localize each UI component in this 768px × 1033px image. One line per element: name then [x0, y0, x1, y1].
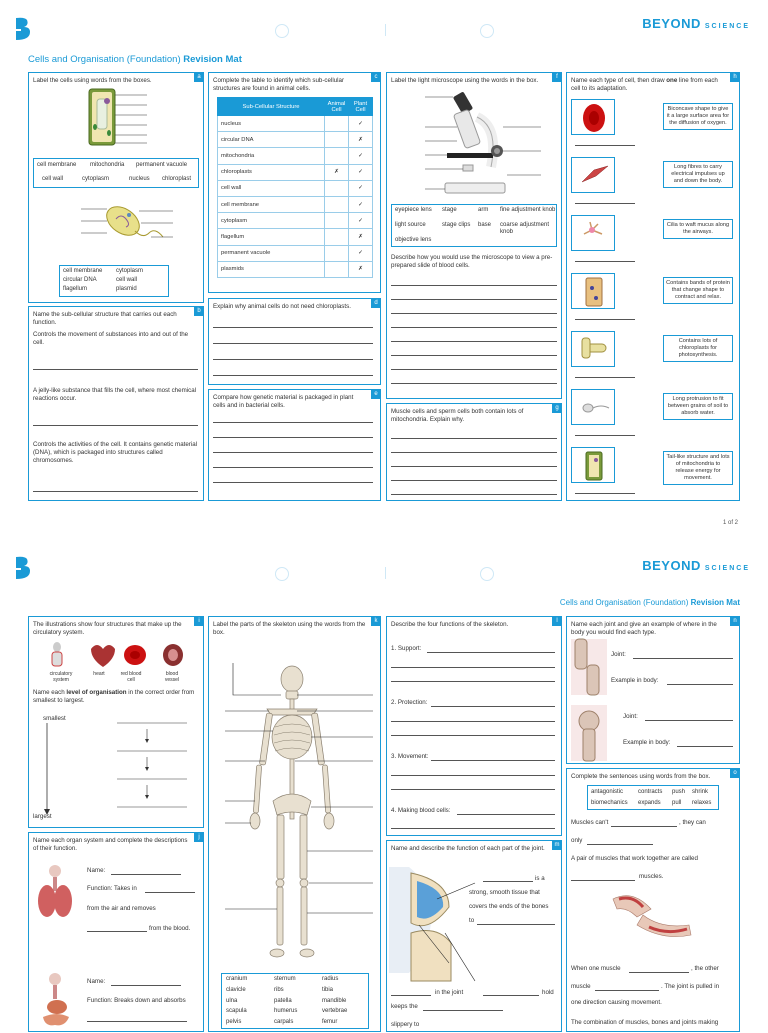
answer-line[interactable]	[575, 377, 635, 378]
word: base	[478, 222, 492, 228]
answer-line[interactable]	[145, 892, 195, 893]
word: stage clips	[442, 222, 471, 228]
panel-e-genetic-material	[208, 389, 381, 501]
answer-line[interactable]	[629, 972, 689, 973]
panel-h-adaptations	[566, 72, 740, 501]
word: fine adjustment knob	[500, 207, 556, 213]
word: antagonistic	[591, 789, 624, 795]
page-number: 1 of 2	[722, 520, 738, 526]
word: push	[672, 789, 686, 795]
question-text: Complete the sentences using words from the box.	[571, 773, 711, 780]
decorative-line	[385, 24, 386, 36]
word: clavicle	[226, 986, 246, 993]
bacterial-cell-diagram	[81, 195, 191, 255]
structure-cell: cytoplasm	[218, 213, 325, 229]
answer-line[interactable]	[213, 375, 373, 376]
answer-line[interactable]	[391, 355, 557, 356]
answer-line[interactable]	[483, 995, 539, 996]
sentence-text: When one muscle	[571, 965, 621, 972]
answer-line[interactable]	[213, 327, 373, 328]
sentence-text: Muscles can't	[571, 819, 609, 826]
question-text: Label the light microscope using the words in the box.	[391, 77, 539, 84]
answer-line[interactable]	[423, 1010, 503, 1011]
function-item: 4. Making blood cells:	[391, 807, 451, 814]
word: pull	[672, 800, 682, 806]
word: cell wall	[42, 176, 64, 182]
answer-line[interactable]	[587, 844, 653, 845]
answer-line[interactable]	[431, 706, 555, 707]
plant-cell-value: ✗	[349, 261, 373, 277]
word: stage	[442, 207, 457, 213]
illustration-label: circulatory system	[49, 671, 73, 683]
animal-cell-answer[interactable]	[325, 229, 349, 245]
word: ribs	[274, 986, 284, 993]
answer-line[interactable]	[391, 995, 431, 996]
structure-cell: nucleus	[218, 116, 325, 132]
answer-line[interactable]	[575, 493, 635, 494]
page-title: Cells and Organisation (Foundation) Revision Mat	[28, 54, 242, 65]
sentence-text: , they can	[679, 819, 706, 826]
word-box-bacterial-cell	[59, 265, 169, 297]
cell-image	[571, 157, 615, 193]
function-text: Function: Breaks down and absorbs	[87, 997, 186, 1004]
question-text: Describe how you would use the microscope to view a pre-prepared slide of blood cells.	[391, 254, 553, 269]
table-row	[218, 229, 373, 245]
answer-line[interactable]	[33, 425, 198, 426]
joint-text: in the joint	[435, 989, 464, 996]
word: pelvis	[226, 1019, 242, 1026]
word: coarse adjustment knob	[500, 222, 550, 235]
table-row	[218, 164, 373, 180]
structure-cell: flagellum	[218, 229, 325, 245]
illustration-label: blood vessel	[164, 671, 180, 683]
animal-cell-answer[interactable]	[325, 245, 349, 261]
question-text: Label the parts of the skeleton using the words from the box.	[213, 621, 366, 636]
answer-line[interactable]	[633, 658, 733, 659]
joint-label: Joint:	[611, 651, 626, 658]
word: flagellum	[63, 286, 88, 292]
plant-cell-value: ✗	[349, 229, 373, 245]
cell-image	[571, 389, 615, 425]
question-text: Explain why animal cells do not need chloroplasts.	[213, 303, 351, 310]
word: radius	[322, 976, 339, 982]
table-row	[218, 148, 373, 164]
word: humerus	[274, 1008, 298, 1015]
answer-line[interactable]	[391, 341, 557, 342]
answer-line[interactable]	[111, 985, 181, 986]
answer-line[interactable]	[571, 880, 635, 881]
answer-line[interactable]	[391, 494, 557, 495]
decorative-circle	[275, 24, 289, 38]
brand-name: BEYOND SCIENCE	[642, 558, 750, 573]
answer-line[interactable]	[391, 438, 557, 439]
panel-tag: e	[371, 389, 381, 399]
question-text: Label the cells using words from the boxes.	[33, 77, 152, 84]
word: mitochondria	[90, 162, 125, 168]
question-text: Name each level of organisation in the correct order from smallest to largest.	[33, 689, 195, 704]
panel-tag: l	[552, 616, 562, 626]
answer-line[interactable]	[477, 924, 555, 925]
panel-tag: b	[194, 306, 204, 316]
answer-line[interactable]	[213, 359, 373, 360]
panel-n-joints	[566, 616, 740, 764]
adaptation-box[interactable]: Contains bands of protein that change shape to contract and relax.	[663, 277, 733, 304]
circulatory-illustrations	[39, 641, 199, 671]
word: cranium	[226, 976, 248, 982]
table-header: Plant Cell	[349, 98, 373, 116]
word: permanent vacuole	[136, 162, 188, 168]
word: light source	[395, 222, 426, 228]
joint-text: to	[469, 917, 475, 924]
answer-line[interactable]	[213, 343, 373, 344]
word: sternum	[274, 976, 296, 982]
word: cell membrane	[63, 268, 103, 274]
adaptation-box[interactable]: Long protrusion to fit between grains of soil to absorb water.	[663, 393, 733, 420]
panel-c-table	[208, 72, 381, 293]
cell-image	[571, 215, 615, 251]
skeleton-diagram	[237, 661, 377, 961]
hinge-joint-illustration	[571, 639, 607, 695]
digestive-system-illustration	[33, 973, 79, 1033]
structure-cell: cell membrane	[218, 196, 325, 212]
word: plasmid	[116, 286, 137, 292]
panel-d-chloroplasts	[208, 298, 381, 385]
word: relaxes	[692, 800, 712, 806]
answer-line[interactable]	[391, 775, 555, 776]
cell-image	[571, 331, 615, 367]
question-text: Complete the table to identify which sub-cellular structures are found in animal cells.	[213, 77, 345, 92]
brand-name: BEYOND SCIENCE	[642, 16, 750, 31]
question-text: Muscle cells and sperm cells both contain lots of mitochondria. Explain why.	[391, 408, 524, 423]
table-row	[218, 180, 373, 196]
respiratory-system-illustration	[33, 865, 79, 925]
illustration-label: heart	[93, 671, 105, 677]
word: biomechanics	[591, 800, 628, 806]
word-box-microscope	[391, 204, 557, 247]
adaptation-box[interactable]: Cilia to waft mucus along the airways.	[663, 219, 733, 239]
word: objective lens	[395, 237, 432, 243]
answer-line[interactable]	[391, 480, 557, 481]
sentence-text: one direction causing movement.	[571, 999, 662, 1006]
plant-cell-value: ✗	[349, 132, 373, 148]
answer-line[interactable]	[213, 437, 373, 438]
joint-text: strong, smooth tissue that	[469, 889, 540, 896]
animal-cell-answer[interactable]: ✗	[325, 164, 349, 180]
illustration-label: red blood cell	[120, 671, 142, 683]
question-text: Name each joint and give an example of where in the body you would find each type.	[571, 621, 717, 636]
animal-cell-answer[interactable]	[325, 261, 349, 277]
word: shrink	[692, 789, 709, 795]
decorative-circle	[480, 567, 494, 581]
table-row	[218, 245, 373, 261]
function-text: from the air and removes	[87, 905, 156, 912]
table-header: Sub-Cellular Structure	[218, 98, 325, 116]
arm-muscles-illustration	[603, 889, 703, 949]
answer-line[interactable]	[391, 667, 555, 668]
answer-line[interactable]	[457, 814, 555, 815]
word: scapula	[226, 1008, 247, 1015]
panel-m-joint	[386, 840, 562, 1032]
adaptation-box[interactable]: Contains lots of chloroplasts for photosynthesis.	[663, 335, 733, 362]
function-text: Function: Takes in	[87, 885, 137, 892]
answer-line[interactable]	[213, 482, 373, 483]
answer-line[interactable]	[391, 828, 555, 829]
plant-cell-value: ✓	[349, 116, 373, 132]
cell-image	[571, 99, 615, 135]
word: cell membrane	[37, 162, 77, 168]
structure-cell: permanent vacuole	[218, 245, 325, 261]
answer-line[interactable]	[611, 826, 677, 827]
panel-o-muscles	[566, 768, 740, 1032]
sentence-text: . The joint is pulled in	[661, 983, 720, 990]
word: arm	[478, 207, 489, 213]
panel-tag: d	[371, 298, 381, 308]
word: patella	[274, 997, 292, 1004]
cell-image	[571, 447, 615, 483]
answer-line[interactable]	[427, 652, 555, 653]
word-box-skeleton	[221, 973, 369, 1029]
function-item: 2. Protection:	[391, 699, 428, 706]
joint-text: slippery to	[391, 1021, 420, 1028]
ball-socket-joint-illustration	[571, 705, 607, 761]
structure-cell: chloroplasts	[218, 164, 325, 180]
answer-line[interactable]	[575, 203, 635, 204]
panel-k-skeleton	[208, 616, 381, 1032]
word: vertebrae	[322, 1008, 348, 1015]
answer-line[interactable]	[391, 681, 555, 682]
sub-cellular-table	[217, 97, 373, 278]
smallest-label: smallest	[43, 715, 66, 722]
plant-cell-value: ✓	[349, 213, 373, 229]
sentence-text: The combination of muscles, bones and joints making	[571, 1019, 719, 1026]
word-box-muscles	[587, 785, 719, 810]
adaptation-box[interactable]: Biconcave shape to give it a large surface area for the diffusion of oxygen.	[663, 103, 733, 130]
word: carpals	[274, 1019, 294, 1026]
word: cell wall	[116, 277, 138, 283]
animal-cell-answer[interactable]	[325, 213, 349, 229]
adaptation-box[interactable]: Long fibres to carry electrical impulses up and down the body.	[663, 161, 733, 188]
structure-cell: mitochondria	[218, 148, 325, 164]
word-box-plant-cell	[33, 158, 199, 188]
answer-line[interactable]	[391, 789, 555, 790]
animal-cell-answer[interactable]	[325, 116, 349, 132]
largest-label: largest	[33, 813, 52, 820]
table-row	[218, 132, 373, 148]
panel-tag: n	[730, 616, 740, 626]
question-text: Name each type of cell, then draw one line from each cell to its adaptation.	[571, 77, 718, 92]
synovial-joint-diagram	[389, 863, 479, 981]
name-label: Name:	[87, 978, 106, 985]
answer-line[interactable]	[575, 261, 635, 262]
animal-cell-answer[interactable]	[325, 148, 349, 164]
panel-a-label-cells	[28, 72, 204, 303]
answer-line[interactable]	[595, 990, 659, 991]
sentence-text: , the other	[691, 965, 719, 972]
structure-cell: circular DNA	[218, 132, 325, 148]
answer-line[interactable]	[391, 383, 557, 384]
example-label: Example in body:	[611, 677, 659, 684]
joint-label: Joint:	[623, 713, 638, 720]
answer-line[interactable]	[213, 422, 373, 423]
word: chloroplast	[162, 176, 192, 182]
function-text: A jelly-like substance that fills the cell, where most chemical reactions occur.	[33, 387, 197, 402]
panel-tag: f	[552, 72, 562, 82]
question-text: Name each organ system and complete the descriptions of their function.	[33, 837, 188, 852]
answer-line[interactable]	[677, 746, 733, 747]
plant-cell-value: ✓	[349, 196, 373, 212]
function-item: 3. Movement:	[391, 753, 429, 760]
question-text: Describe the four functions of the skeleton.	[391, 621, 509, 628]
answer-line[interactable]	[645, 720, 733, 721]
question-text: Name and describe the function of each part of the joint.	[391, 845, 545, 852]
answer-line[interactable]	[213, 452, 373, 453]
answer-line[interactable]	[667, 684, 733, 685]
beyond-logo-icon	[12, 16, 34, 42]
plant-cell-value: ✓	[349, 180, 373, 196]
panel-g-mitochondria	[386, 403, 562, 501]
panel-tag: a	[194, 72, 204, 82]
decorative-circle	[480, 24, 494, 38]
answer-line[interactable]	[391, 285, 557, 286]
joint-text: is a	[535, 875, 545, 882]
worksheet-page-2	[0, 545, 768, 1028]
answer-line[interactable]	[87, 1021, 187, 1022]
panel-tag: o	[730, 768, 740, 778]
answer-line[interactable]	[391, 452, 557, 453]
answer-line[interactable]	[111, 874, 181, 875]
answer-line[interactable]	[391, 299, 557, 300]
table-row	[218, 196, 373, 212]
joint-text: covers the ends of the bones	[469, 903, 549, 910]
answer-line[interactable]	[431, 760, 555, 761]
panel-tag: i	[194, 616, 204, 626]
answer-line[interactable]	[213, 467, 373, 468]
joint-text: hold	[542, 989, 554, 996]
word: tibia	[322, 986, 334, 993]
sentence-text: muscle	[571, 983, 591, 990]
answer-line[interactable]	[391, 327, 557, 328]
function-text: from the blood.	[149, 925, 191, 932]
answer-line[interactable]	[87, 931, 147, 932]
word: circular DNA	[63, 277, 97, 283]
answer-line[interactable]	[575, 435, 635, 436]
table-row	[218, 261, 373, 277]
animal-cell-answer[interactable]	[325, 132, 349, 148]
answer-line[interactable]	[391, 466, 557, 467]
question-text: Name the sub-cellular structure that carries out each function.	[33, 311, 177, 326]
plant-cell-value: ✓	[349, 245, 373, 261]
adaptation-box[interactable]: Tail-like structure and lots of mitochondria to release energy for movement.	[663, 451, 733, 485]
plant-cell-value: ✓	[349, 148, 373, 164]
word: expands	[638, 800, 661, 806]
word: contracts	[638, 789, 663, 795]
answer-line[interactable]	[391, 369, 557, 370]
organisation-order-diagram	[37, 723, 197, 819]
microscope-diagram	[417, 87, 557, 205]
animal-cell-answer[interactable]	[325, 196, 349, 212]
panel-tag: k	[371, 616, 381, 626]
word: mandible	[322, 997, 347, 1004]
function-item: 1. Support:	[391, 645, 422, 652]
plant-cell-value: ✓	[349, 164, 373, 180]
panel-f-microscope	[386, 72, 562, 399]
decorative-line	[385, 567, 386, 579]
question-text: Compare how genetic material is packaged in plant cells and in bacterial cells.	[213, 394, 354, 409]
panel-b-functions	[28, 306, 204, 501]
word: cytoplasm	[82, 176, 110, 182]
example-label: Example in body:	[623, 739, 671, 746]
animal-cell-answer[interactable]	[325, 180, 349, 196]
panel-tag: j	[194, 832, 204, 842]
sentence-text: only	[571, 837, 583, 844]
table-row	[218, 116, 373, 132]
panel-tag: g	[552, 403, 562, 413]
question-text: The illustrations show four structures that make up the circulatory system.	[33, 621, 182, 636]
sentence-text: muscles.	[639, 873, 664, 880]
answer-line[interactable]	[33, 369, 198, 370]
word: cytoplasm	[116, 268, 144, 274]
function-text: Controls the movement of substances into and out of the cell.	[33, 331, 189, 346]
word: ulna	[226, 997, 238, 1004]
answer-line[interactable]	[391, 313, 557, 314]
structure-cell: cell wall	[218, 180, 325, 196]
table-header: Animal Cell	[325, 98, 349, 116]
panel-j-organ-systems	[28, 832, 204, 1032]
decorative-circle	[275, 567, 289, 581]
panel-tag: h	[730, 72, 740, 82]
answer-line[interactable]	[483, 881, 533, 882]
page-title: Cells and Organisation (Foundation) Revision Mat	[559, 598, 740, 607]
panel-i-levels	[28, 616, 204, 828]
function-text: Controls the activities of the cell. It contains genetic material (DNA), which is packaged into structures called chromosomes.	[33, 441, 198, 464]
name-label: Name:	[87, 867, 106, 874]
answer-line[interactable]	[33, 491, 198, 492]
word: eyepiece lens	[395, 207, 432, 213]
beyond-logo-icon	[12, 555, 34, 581]
cell-image	[571, 273, 615, 309]
answer-line[interactable]	[575, 319, 635, 320]
word: nucleus	[129, 176, 150, 182]
word: femur	[322, 1019, 338, 1026]
panel-l-skeleton-functions	[386, 616, 562, 836]
answer-line[interactable]	[391, 721, 555, 722]
answer-line[interactable]	[575, 145, 635, 146]
sentence-text: A pair of muscles that work together are called	[571, 855, 698, 862]
joint-text: keeps the	[391, 1003, 418, 1010]
panel-tag: c	[371, 72, 381, 82]
structure-cell: plasmids	[218, 261, 325, 277]
table-row	[218, 213, 373, 229]
plant-cell-diagram	[87, 87, 177, 157]
panel-tag: m	[552, 840, 562, 850]
answer-line[interactable]	[391, 735, 555, 736]
